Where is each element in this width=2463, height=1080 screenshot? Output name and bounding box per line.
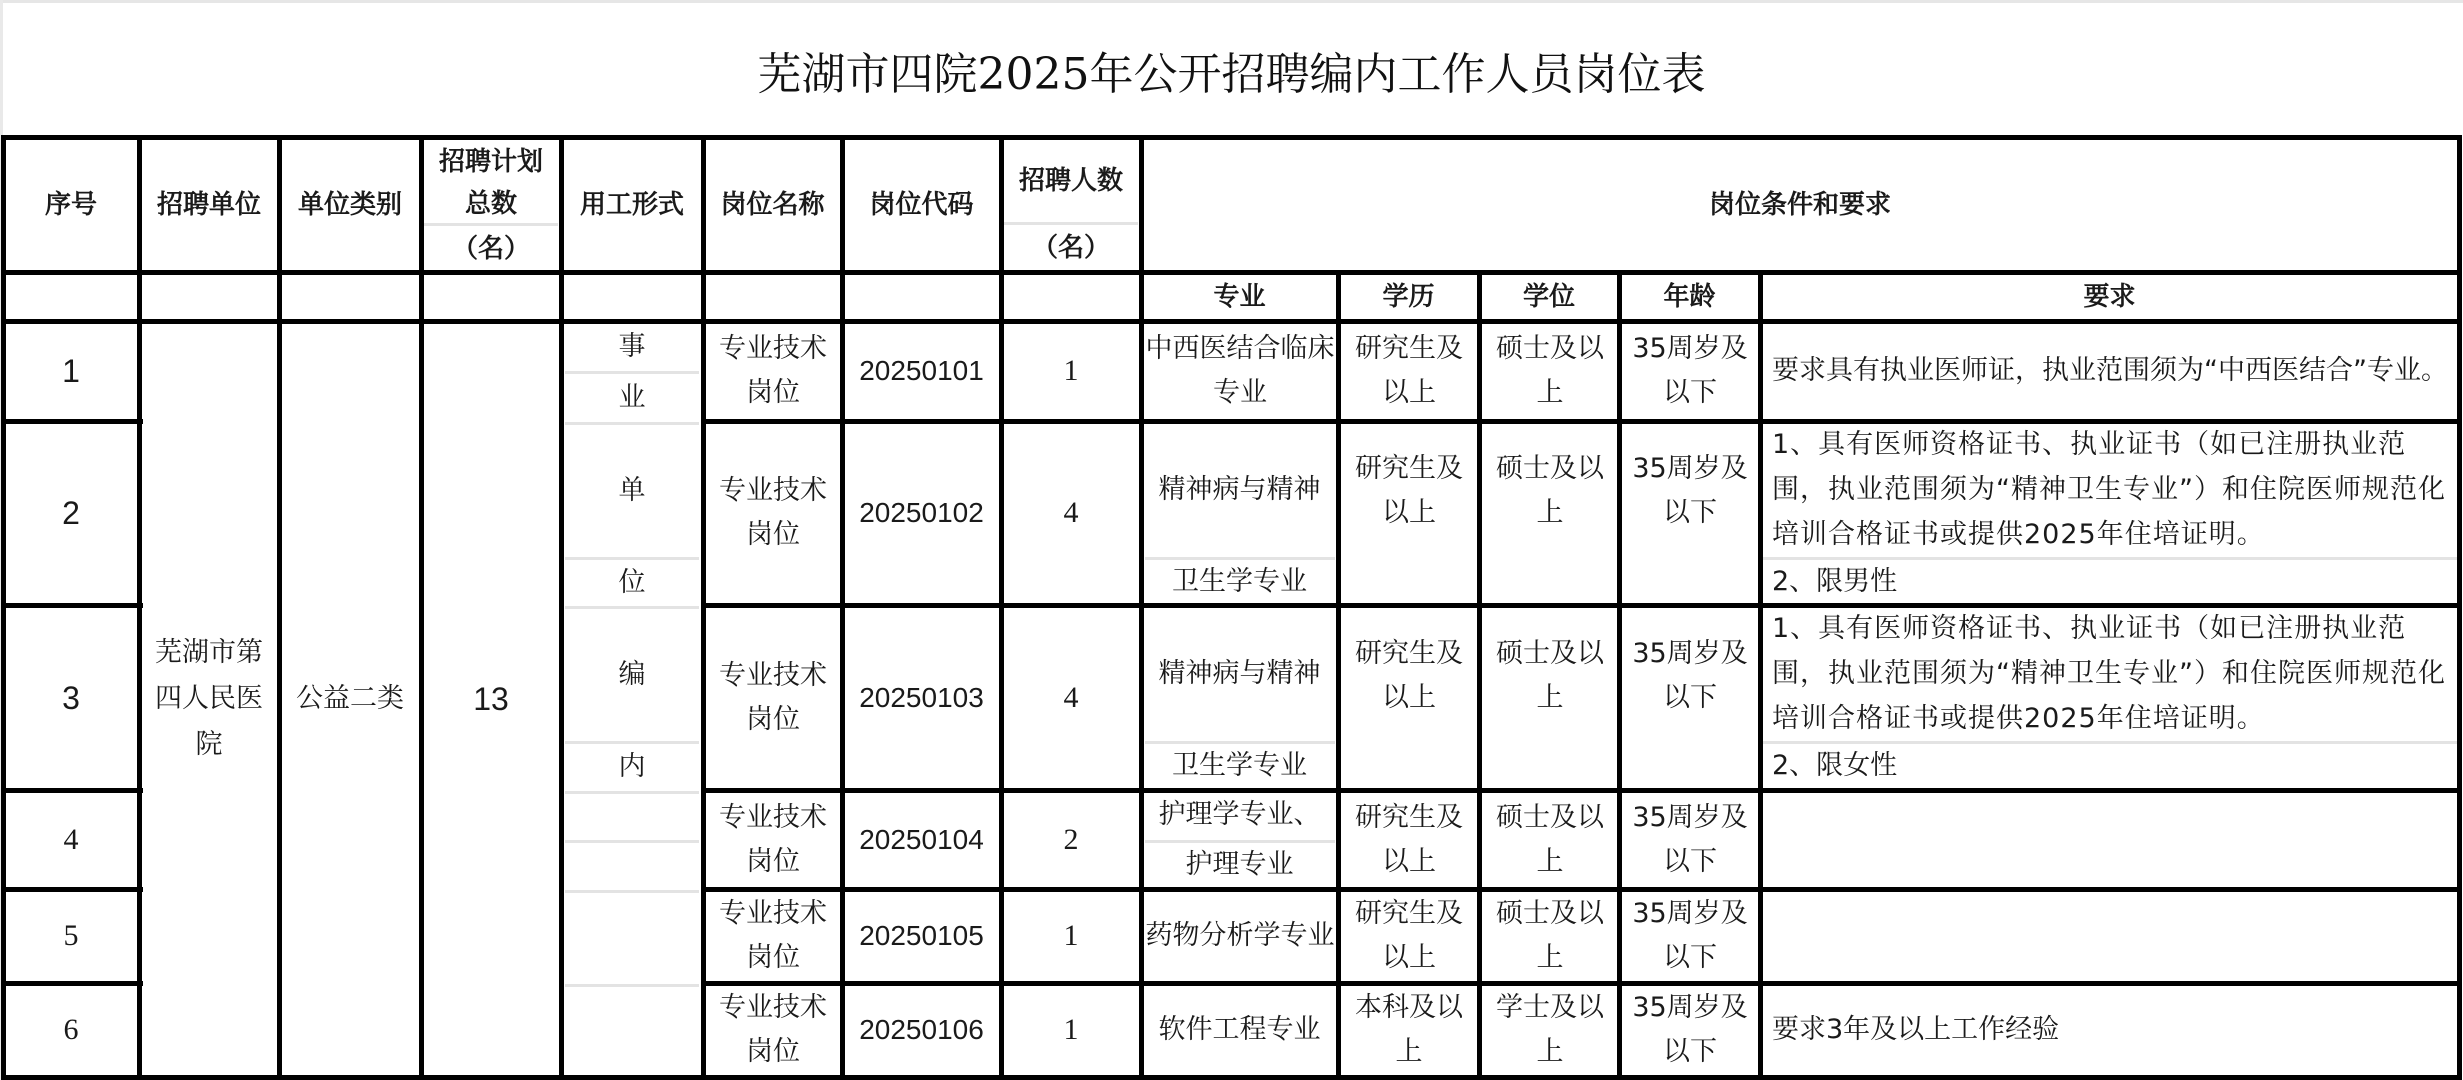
header-employment-form: 用工形式	[579, 189, 684, 220]
col-divider	[1336, 270, 1341, 1080]
table-right-border	[2457, 135, 2462, 1080]
subheader-age: 年龄	[1663, 281, 1716, 312]
row-4-hire-count: 2	[1063, 822, 1079, 856]
row-2-requirements-extra: 2、限男性	[1772, 565, 1898, 597]
employment-form-char: 事	[618, 330, 646, 362]
row-6-hire-count: 1	[1063, 1013, 1079, 1046]
header-post-name: 岗位名称	[720, 189, 825, 220]
row-1-major: 中西医结合临床专业	[1145, 333, 1335, 408]
row-3-hire-count: 4	[1063, 680, 1079, 714]
inner-divider	[565, 741, 699, 744]
row-6-post-name: 专业技术岗位	[719, 992, 827, 1067]
inner-divider	[1763, 557, 2457, 560]
row-6-seq: 6	[63, 1013, 79, 1046]
header-unit: 招聘单位	[156, 189, 261, 220]
inner-divider	[565, 890, 699, 893]
row-2-major-line2: 卫生学专业	[1172, 565, 1307, 597]
col-divider	[1758, 270, 1763, 1080]
row-divider	[703, 887, 2461, 892]
subheader-education: 学历	[1382, 281, 1435, 312]
inner-divider	[565, 791, 699, 794]
row-6-education: 本科及以上	[1355, 992, 1463, 1067]
row-4-seq: 4	[63, 822, 79, 856]
row-divider	[3, 981, 143, 986]
row-4-post-code: 20250104	[859, 823, 984, 855]
row-1-post-code: 20250101	[859, 355, 984, 386]
row-5-major: 药物分析学专业	[1145, 920, 1335, 951]
inner-divider	[1145, 741, 1335, 744]
employment-form-char: 编	[618, 658, 646, 690]
row-2-age: 35周岁及以下	[1632, 453, 1748, 528]
row-divider	[703, 981, 2461, 986]
inner-divider	[565, 840, 699, 843]
plan-total-cell: 13	[473, 681, 509, 717]
header-plan-total-unit: （名）	[451, 234, 530, 264]
inner-divider	[565, 606, 699, 609]
row-5-post-code: 20250105	[859, 920, 984, 951]
row-5-seq: 5	[63, 919, 79, 952]
inner-divider	[565, 984, 699, 987]
subheader-major: 专业	[1213, 281, 1266, 312]
row-2-degree: 硕士及以上	[1496, 453, 1604, 528]
row-4-degree: 硕士及以上	[1496, 801, 1604, 877]
row-3-major-line1: 精神病与精神	[1158, 657, 1321, 689]
row-5-education: 研究生及以上	[1355, 898, 1463, 973]
inner-divider	[1145, 840, 1335, 843]
row-1-hire-count: 1	[1063, 354, 1079, 387]
document-title: 芜湖市四院2025年公开招聘编内工作人员岗位表	[757, 49, 1706, 100]
row-6-major: 软件工程专业	[1158, 1014, 1321, 1045]
row-3-age: 35周岁及以下	[1632, 637, 1748, 713]
inner-divider	[565, 557, 699, 560]
table-bottom-border	[3, 1075, 2461, 1080]
inner-divider	[1145, 557, 1335, 560]
top-edge	[0, 0, 2463, 3]
row-2-post-name: 专业技术岗位	[719, 475, 827, 550]
unit-type-cell: 公益二类	[296, 683, 404, 714]
header-plan-total-line1: 招聘计划	[438, 147, 543, 177]
row-3-post-name: 专业技术岗位	[719, 659, 827, 735]
row-2-requirements-main: 1、具有医师资格证书、执业证书（如已注册执业范围，执业范围须为“精神卫生专业”）和住院医师规范化培训合格证书或提供2025年住培证明。	[1772, 429, 2446, 550]
row-5-degree: 硕士及以上	[1496, 898, 1604, 973]
row-4-age: 35周岁及以下	[1632, 801, 1748, 877]
row-5-hire-count: 1	[1063, 919, 1079, 952]
header-bottom-border	[3, 270, 2461, 275]
row-4-major-line1: 护理学专业、	[1158, 799, 1321, 830]
col-divider	[999, 135, 1004, 1080]
inner-divider	[1004, 222, 1138, 225]
row-2-hire-count: 4	[1063, 496, 1079, 529]
row-divider	[703, 788, 2461, 793]
employment-form-char: 业	[618, 381, 646, 413]
row-divider	[703, 419, 2461, 424]
table-top-border	[3, 135, 2461, 140]
row-2-major-line1: 精神病与精神	[1158, 473, 1321, 505]
row-6-post-code: 20250106	[859, 1014, 984, 1045]
row-3-post-code: 20250103	[859, 681, 984, 713]
row-4-post-name: 专业技术岗位	[719, 801, 827, 877]
row-5-age: 35周岁及以下	[1632, 898, 1748, 973]
col-divider	[1, 135, 6, 1080]
header-hire-count-unit: （名）	[1031, 233, 1110, 263]
row-5-requirements	[1762, 889, 2457, 983]
col-divider	[1139, 135, 1144, 1080]
col-divider	[1617, 270, 1622, 1080]
row-divider	[703, 603, 2461, 608]
subheader-bottom-border	[3, 319, 2461, 324]
row-divider	[3, 788, 143, 793]
inner-divider	[565, 422, 699, 425]
row-2-post-code: 20250102	[859, 497, 984, 528]
row-3-education: 研究生及以上	[1355, 637, 1463, 713]
row-3-seq: 3	[62, 679, 80, 716]
subheader-degree: 学位	[1522, 281, 1575, 312]
row-4-requirements	[1762, 790, 2457, 889]
row-divider	[3, 887, 143, 892]
row-6-degree: 学士及以上	[1496, 992, 1604, 1067]
row-3-requirements-extra: 2、限女性	[1772, 750, 1898, 781]
row-3-degree: 硕士及以上	[1496, 637, 1604, 713]
col-divider	[277, 135, 282, 1080]
row-1-degree: 硕士及以上	[1496, 333, 1604, 408]
header-unit-type: 单位类别	[297, 189, 402, 220]
row-3-requirements-main: 1、具有医师资格证书、执业证书（如已注册执业范围，执业范围须为“精神卫生专业”）和住院医师规范化培训合格证书或提供2025年住培证明。	[1772, 613, 2446, 734]
subheader-requirements: 要求	[2083, 281, 2136, 312]
col-divider	[840, 135, 845, 1080]
inner-divider	[565, 371, 699, 374]
row-1-age: 35周岁及以下	[1632, 333, 1748, 408]
row-1-requirements: 要求具有执业医师证，执业范围须为“中西医结合”专业。	[1772, 355, 2448, 386]
row-divider	[3, 419, 143, 424]
row-1-seq: 1	[62, 353, 80, 389]
row-divider	[3, 603, 143, 608]
inner-divider	[1763, 741, 2457, 744]
employment-form-char: 内	[618, 751, 646, 782]
col-divider	[559, 135, 564, 1080]
row-4-education: 研究生及以上	[1355, 801, 1463, 877]
row-5-post-name: 专业技术岗位	[719, 898, 827, 973]
header-hire-count: 招聘人数	[1018, 166, 1123, 196]
row-2-seq: 2	[62, 495, 80, 531]
col-divider	[137, 135, 142, 1080]
header-plan-total-line2: 总数	[464, 189, 517, 219]
col-divider	[701, 135, 706, 1080]
col-divider	[419, 135, 424, 1080]
unit-name-cell: 芜湖市第四人民医院	[155, 637, 263, 760]
row-1-post-name: 专业技术岗位	[719, 333, 827, 408]
row-2-education: 研究生及以上	[1355, 453, 1463, 528]
row-3-major-line2: 卫生学专业	[1172, 750, 1307, 781]
col-divider	[1477, 270, 1482, 1080]
header-conditions: 岗位条件和要求	[1708, 189, 1891, 220]
row-1-education: 研究生及以上	[1355, 333, 1463, 408]
employment-form-char: 位	[618, 566, 646, 598]
header-post-code: 岗位代码	[869, 189, 974, 220]
employment-form-char: 单	[618, 474, 646, 506]
row-6-requirements: 要求3年及以上工作经验	[1772, 1014, 2060, 1045]
row-4-major-line2: 护理专业	[1185, 848, 1294, 880]
header-seq: 序号	[44, 189, 97, 220]
inner-divider	[424, 223, 558, 226]
row-6-age: 35周岁及以下	[1632, 992, 1748, 1067]
